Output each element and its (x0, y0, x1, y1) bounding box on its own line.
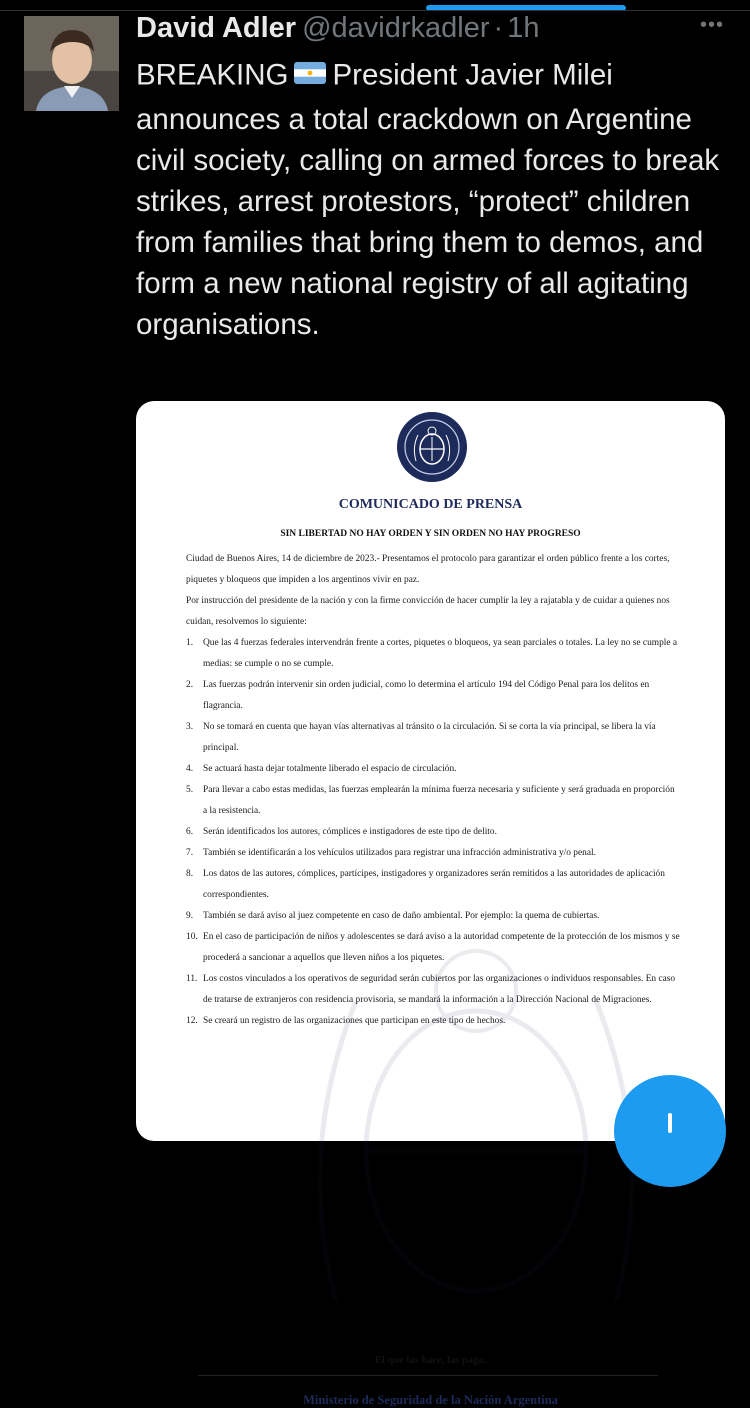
doc-intro: Ciudad de Buenos Aires, 14 de diciembre de 2023.- Presentamos el protocolo para garantizar el orden público frente a los cortes, piquetes y bloqueos que impiden a los argentinos vivir en paz. (186, 554, 670, 585)
item-text: Serán identificados los autores, cómplices e instigadores de este tipo de delito. (203, 827, 497, 837)
author-handle[interactable]: @davidrkadler (302, 12, 490, 44)
list-item (186, 759, 681, 780)
item-text: También se identificarán a los vehículos utilizados para registrar una infracción administrativa y/o penal. (203, 848, 596, 858)
item-text: Se creará un registro de las organizaciones que participan en este tipo de hechos. (203, 1016, 506, 1026)
argentina-flag-icon (294, 54, 326, 95)
list-item (186, 822, 681, 843)
doc-ministry: Ministerio de Seguridad de la Nación Argentina (303, 1393, 558, 1407)
list-item (186, 1011, 681, 1032)
list-item (186, 717, 681, 759)
list-item (186, 780, 681, 822)
list-item (186, 633, 681, 675)
list-item (186, 675, 681, 717)
item-text: Se actuará hasta dejar totalmente liberado el espacio de circulación. (203, 764, 457, 774)
item-text: Que las 4 fuerzas federales intervendrán frente a cortes, piquetes o bloqueos, ya sean parciales o totales. La ley no se cumple a medias: se cumple o no se cumple. (203, 638, 678, 669)
item-number: 11. (186, 974, 198, 984)
doc-body (186, 549, 681, 1032)
compose-plus-icon (668, 1113, 672, 1133)
item-text: Los costos vinculados a los operativos de seguridad serán cubiertos por las organizaciones o individuos responsables. En caso de tratarse de extranjeros con residencia provisoria, se mandará la información a la Dirección Nacional de Migraciones. (203, 974, 676, 1005)
doc-instruction: Por instrucción del presidente de la nación y con la firme convicción de hacer cumplir la ley a rajatabla y de cuidar a quienes nos cuidan, resolvemos lo siguiente: (186, 596, 670, 627)
top-bar (0, 0, 750, 12)
doc-title: COMUNICADO DE PRENSA (338, 497, 523, 512)
list-item (186, 906, 681, 927)
item-number: 9. (186, 911, 194, 921)
item-number: 6. (186, 827, 194, 837)
tweet-text-body: President Javier Milei announces a total crackdown on Argentine civil society, calling on armed forces to break strikes, arrest protestors, “protect” children from families that bring them to demos, and form a new national registry of all agitating organisations. (136, 58, 720, 341)
item-text: También se dará aviso al juez competente en caso de daño ambiental. Por ejemplo: la quema de cubiertas. (203, 911, 600, 921)
author-name[interactable]: David Adler (136, 12, 297, 44)
item-number: 7. (186, 848, 194, 858)
item-number: 2. (186, 680, 194, 690)
list-item (186, 864, 681, 906)
tweet-text-lead: BREAKING (136, 58, 289, 92)
item-text: Para llevar a cabo estas medidas, las fuerzas emplearán la mínima fuerza necesaria y suficiente y será graduada en proporción a la resistencia. (203, 785, 675, 816)
more-options-icon[interactable]: ••• (699, 14, 724, 36)
tweet-text (136, 54, 726, 345)
item-number: 5. (186, 785, 194, 795)
item-number: 12. (186, 1016, 198, 1026)
press-release-image[interactable] (136, 401, 725, 1407)
item-text: En el caso de participación de niños y adolescentes se dará aviso a la autoridad competente de la protección de los mismos y se procederá a sancionar a aquellos que lleven niños a los piquetes. (203, 932, 680, 963)
item-number: 1. (186, 638, 194, 648)
doc-subtitle: SIN LIBERTAD NO HAY ORDEN Y SIN ORDEN NO HAY PROGRESO (280, 529, 581, 539)
list-item (186, 969, 681, 1011)
avatar-image (24, 16, 119, 111)
item-number: 8. (186, 869, 194, 879)
item-text: No se tomará en cuenta que hayan vías alternativas al tránsito o la circulación. Si se corta la vía principal, se libera la vía principal. (203, 722, 656, 753)
tweet-header (136, 12, 726, 48)
item-text: Las fuerzas podrán intervenir sin orden judicial, como lo determina el artículo 194 del Código Penal para los delitos en flagrancia. (203, 680, 650, 711)
item-number: 3. (186, 722, 194, 732)
item-number: 10. (186, 932, 198, 942)
top-divider (0, 10, 750, 11)
item-text: Los datos de las autores, cómplices, partícipes, instigadores y organizadores serán remitidos a las autoridades de aplicación correspondientes. (203, 869, 665, 900)
avatar[interactable] (24, 16, 119, 111)
doc-divider (198, 1375, 658, 1376)
tweet-time[interactable]: 1h (507, 12, 540, 44)
doc-slogan: El que las hace, las paga. (374, 1355, 487, 1366)
list-item (186, 843, 681, 864)
compose-button[interactable] (614, 1075, 726, 1187)
header-separator: · (493, 12, 504, 44)
list-item (186, 927, 681, 969)
item-number: 4. (186, 764, 194, 774)
national-seal-icon (396, 411, 468, 483)
